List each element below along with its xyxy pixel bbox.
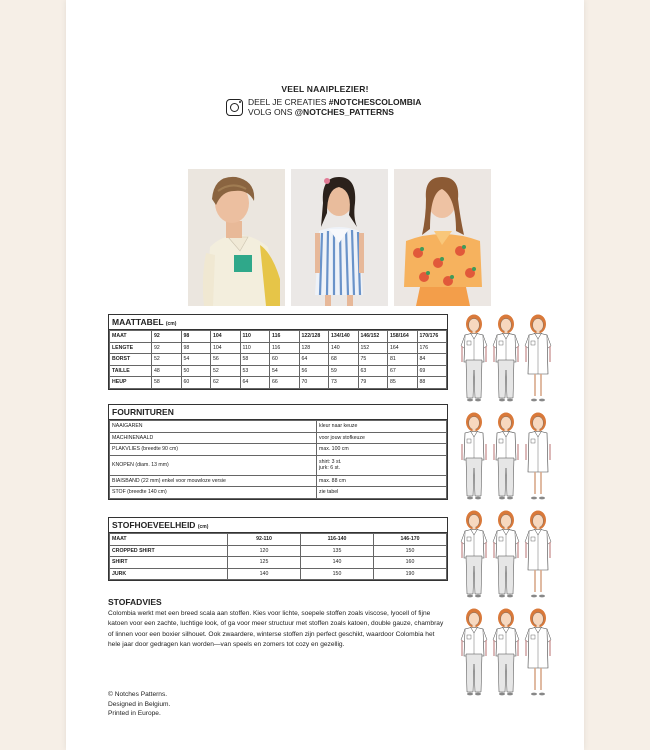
instagram-icon xyxy=(226,99,243,116)
fashion-figure xyxy=(462,413,486,500)
share-line: DEEL JE CREATIES #NOTCHESCOLOMBIA xyxy=(248,97,422,107)
fashion-figures xyxy=(458,312,554,704)
fabric-quantity-unit: (cm) xyxy=(197,524,209,530)
instagram-handle: @NOTCHES_PATTERNS xyxy=(294,107,394,117)
table-row: NAAIGAREN kleur naar keuze xyxy=(110,421,447,433)
supplies-table xyxy=(108,404,448,500)
size-table-header: MAAT 92 98 104 110 116 122/128 134/140 146/152 158/164 170/176 xyxy=(110,331,447,343)
fabric-quantity-title: STOFHOEVEELHEID xyxy=(112,520,196,530)
photo-girl-dress xyxy=(291,169,388,306)
copyright: © Notches Patterns. xyxy=(108,691,168,698)
table-row: HEUP 58 60 62 64 66 70 73 79 85 88 xyxy=(110,377,447,389)
supplies-table-title: FOURNITUREN xyxy=(109,405,447,420)
header-title: VEEL NAAIPLEZIER! xyxy=(281,84,369,94)
table-row: STOF (breedte 140 cm) zie tabel xyxy=(110,487,447,499)
garment-views-illustration xyxy=(458,312,554,704)
size-table-title: MAATTABEL xyxy=(112,317,164,327)
table-row: TAILLE 48 50 52 53 54 56 59 63 67 69 xyxy=(110,365,447,377)
fashion-figure xyxy=(493,609,519,696)
table-row: PLAKVLIES (breedte 90 cm) max. 100 cm xyxy=(110,444,447,456)
fashion-figure xyxy=(526,413,550,500)
table-row: CROPPED SHIRT 120 135 150 xyxy=(110,545,447,557)
fabric-quantity-header: MAAT 92-110 116-140 146-170 xyxy=(110,534,447,546)
fashion-figure xyxy=(461,315,487,402)
table-row: BIAISBAND (22 mm) enkel voor mouwloze versie max. 88 cm xyxy=(110,475,447,487)
fabric-advice xyxy=(108,597,448,651)
fabric-advice-title: STOFADVIES xyxy=(108,597,162,607)
fashion-figure xyxy=(461,609,487,696)
size-table xyxy=(108,314,448,390)
fashion-figure xyxy=(494,413,518,500)
table-row: BORST 52 54 56 58 60 64 68 75 81 84 xyxy=(110,354,447,366)
fashion-figure xyxy=(525,609,551,696)
fabric-advice-body: Colombia werkt met een breed scala aan stoffen. Kies voor lichte, soepele stoffen zoals viscose, lyocell of fijne katoen voor een zachte, luchtige look, of ga voor meer structuur met stoffen zoals katoen, double gauze, chambray of linnen voor een boxier silhouet. Ook zwaardere, winterse stoffen zijn perfect geschikt, waardoor Colombia het hele jaar door gedragen kan worden—van speels en zomers tot cozy en gezellig. xyxy=(108,610,444,649)
hashtag: #NOTCHESCOLOMBIA xyxy=(328,97,422,107)
fashion-figure xyxy=(525,315,551,402)
table-row: JURK 140 150 190 xyxy=(110,568,447,580)
photo-boy-shirt xyxy=(188,169,285,306)
fashion-figure xyxy=(525,511,551,598)
photo-girl-floral-shirt xyxy=(394,169,491,306)
fashion-figure xyxy=(493,315,519,402)
table-row: KNOPEN (diam. 13 mm) shirt: 3 st. jurk: 6 st. xyxy=(110,455,447,475)
size-table-unit: (cm) xyxy=(165,321,177,327)
header xyxy=(66,84,584,94)
footer xyxy=(108,690,170,719)
fabric-quantity-table xyxy=(108,517,448,581)
table-row: SHIRT 125 140 160 xyxy=(110,557,447,569)
follow-line: VOLG ONS @NOTCHES_PATTERNS xyxy=(248,107,394,117)
fashion-figure xyxy=(461,511,487,598)
printed-in: Printed in Europe. xyxy=(108,710,161,717)
pattern-instructions-page xyxy=(66,0,584,750)
social-block xyxy=(226,97,421,117)
designed-in: Designed in Belgium. xyxy=(108,700,171,708)
table-row: LENGTE 92 98 104 110 116 128 140 152 164 176 xyxy=(110,342,447,354)
table-row: MACHINENAALD voor jouw stofkeuze xyxy=(110,432,447,444)
fashion-figure xyxy=(493,511,519,598)
